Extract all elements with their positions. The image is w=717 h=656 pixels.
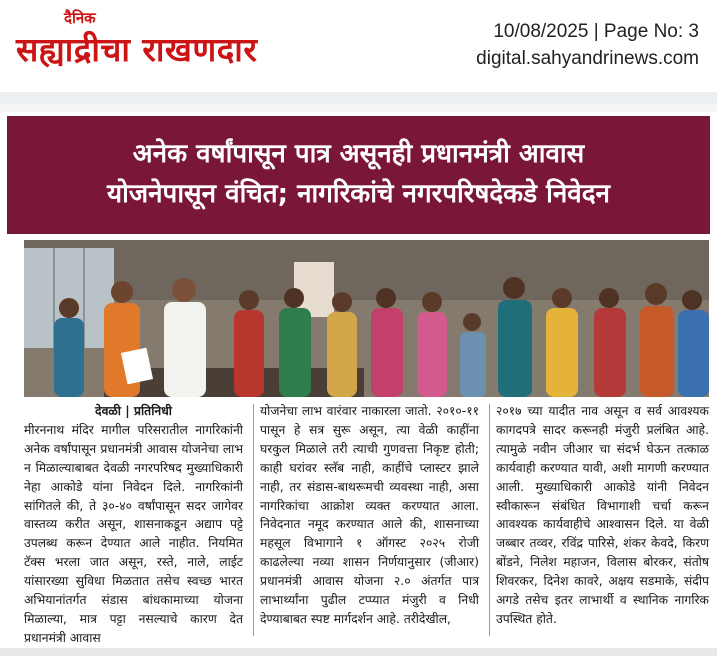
- site-url: digital.sahyandrinews.com: [476, 48, 699, 69]
- article-body: [24, 400, 709, 646]
- newspaper-logo: सह्याद्रीचा राखणदार: [16, 30, 258, 69]
- date-page-number: 10/08/2025 | Page No: 3: [493, 21, 699, 42]
- headline-banner: [7, 116, 710, 234]
- article-column-1: [24, 402, 243, 648]
- column-divider: [253, 404, 254, 636]
- headline-line-2: योजनेपासून वंचित; नागरिकांचे नगरपरिषदेकडे निवेदन: [107, 179, 610, 209]
- column-divider: [489, 404, 490, 636]
- masthead-small-title: दैनिक: [64, 9, 96, 27]
- article-column-3: [496, 402, 709, 629]
- page-info: [476, 18, 699, 72]
- clipping-edge: [0, 104, 717, 112]
- group-photo-illustration: [24, 240, 709, 397]
- byline: देवळी | प्रतिनिधी: [95, 404, 172, 418]
- masthead: [0, 0, 717, 92]
- article-column-2: [260, 402, 479, 629]
- column-2-text: योजनेचा लाभ वारंवार नाकारला जातो. २०१०-११ पासून हे सत्र सुरू असून, त्या वेळी काहींना घरकुल मिळाले तरी त्याची गुणवत्ता निकृष्ट होती; काही घरांवर स्लॅब नाही, काहींचे प्लास्टर झाले नाही, तर संडास-बाथरूमची व्यवस्था नाही, असा नागरिकांचा आक्रोश व्यक्त करण्यात आला. निवेदनात नमूद करण्यात आले की, शासनाच्या महसूल विभागाने १ ऑगस्ट २०२५ रोजी काढलेल्या नव्या शासन निर्णयानुसार (जीआर) प्रधानमंत्री आवास योजना २.० अंतर्गत पात्र लाभार्थ्यांना पुढील टप्प्यात मंजुरी व निधी देण्याबाबत स्पष्ट मार्गदर्शन आहे. तरीदेखील,: [260, 404, 479, 626]
- clipping-bottom-edge: [0, 648, 717, 656]
- news-photo: [24, 240, 709, 397]
- column-1-text: मीरननाथ मंदिर मागील परिसरातील नागरिकांनी अनेक वर्षांपासून प्रधानमंत्री आवास योजनेचा लाभ न मिळाल्याबाबत देवळी नगरपरिषद मुख्याधिकारी नेहा आकोडे यांना निवेदन दिले. नागरिकांनी सांगितले की, ते ३०-४० वर्षांपासून सदर जागेवर वास्तव्य करीत असून, शासनाकडून अद्याप पट्टे उपलब्ध करून देण्यात आले नाहीत. नियमित टॅक्स भरला जात असून, रस्ते, नाले, लाईट यांसारख्या सुविधा मिळतात तसेच स्वच्छ भारत अभियानांतर्गत संडास बांधकामाच्या योजना मिळाल्या, मात्र पट्टा नसल्याचे कारण देत प्रधानमंत्री आवास: [24, 422, 243, 645]
- headline-line-1: अनेक वर्षांपासून पात्र असूनही प्रधानमंत्री आवास: [132, 139, 585, 169]
- cropped-previous-article-strip: [0, 92, 717, 104]
- column-3-text: २०१७ च्या यादीत नाव असून व सर्व आवश्यक कागदपत्रे सादर करूनही मंजुरी प्रलंबित आहे. त्यामुळे नवीन जीआर चा संदर्भ घेऊन तत्काळ कार्यवाही करण्यात यावी, अशी मागणी करण्यात आली. मुख्याधिकारी आकोडे यांनी निवेदन स्वीकारून संबंधित विभागाशी चर्चा करून आवश्यक कार्यवाहीचे आश्वासन दिले. या वेळी जब्बार तव्वर, रविंद्र पारिसे, शंकर केवदे, किरण बोंडने, निलेश महाजन, विलास बोरकर, संतोष शिवरकर, दिनेश कावरे, अक्षय सडमाके, संदीप अगडे तसेच इतर लाभार्थी व स्थानिक नागरिक उपस्थित होते.: [496, 404, 709, 626]
